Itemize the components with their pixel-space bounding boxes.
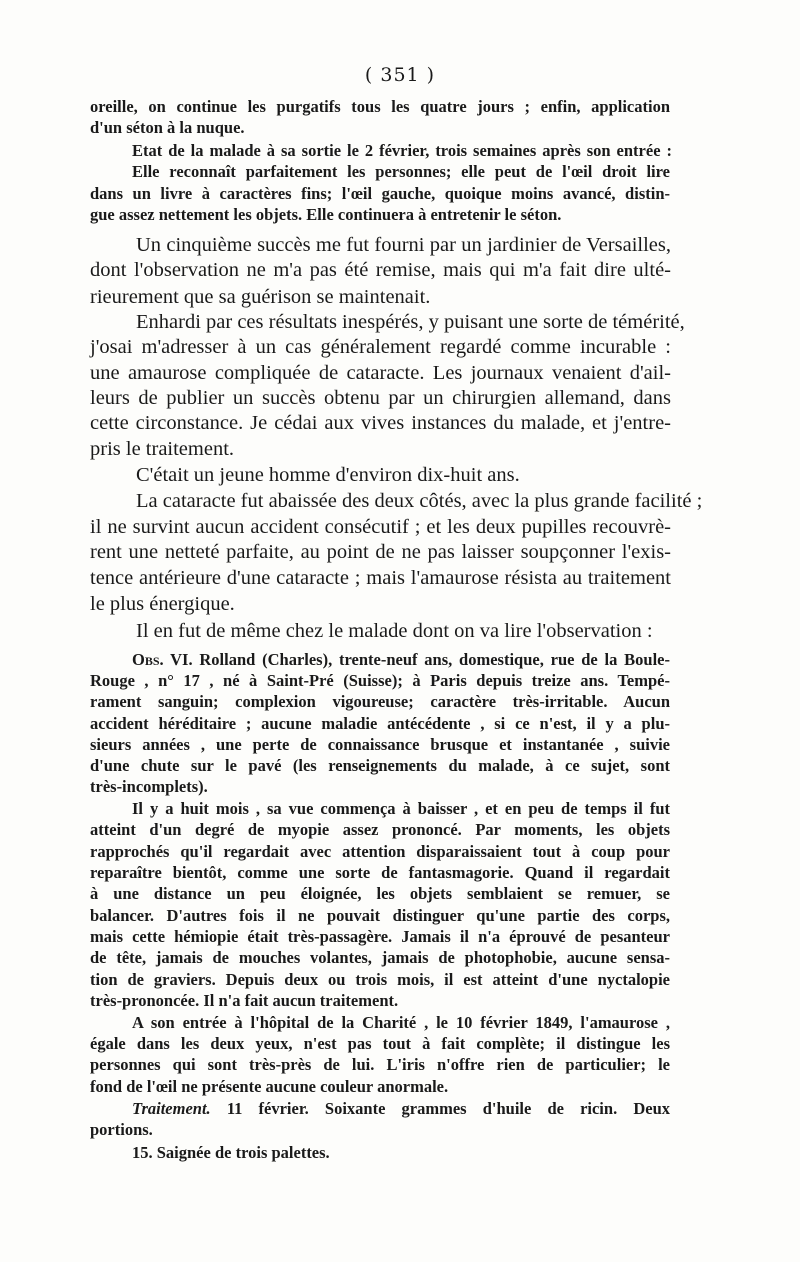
text-line: C'était un jeune homme d'environ dix-huit ans. xyxy=(136,464,520,486)
text-line: accident héréditaire ; aucune maladie antécédente , si ce n'est, il y a plu- xyxy=(90,714,670,733)
observation-heading-line xyxy=(132,650,670,670)
text-line: Elle reconnaît parfaitement les personnes; elle peut de l'œil droit lire xyxy=(132,162,670,181)
text-line: j'osai m'adresser à un cas généralement regardé comme incurable : xyxy=(90,336,671,358)
text-line: pris le traitement. xyxy=(90,438,235,460)
page-number: ( 351 ) xyxy=(364,64,436,86)
text-line: Il en fut de même chez le malade dont on va lire l'observation : xyxy=(136,620,653,642)
treatment-line xyxy=(132,1099,670,1119)
observation-label: Obs. VI. xyxy=(132,650,193,669)
text-line: cette circonstance. Je cédai aux vives instances du malade, et j'entre- xyxy=(90,412,671,434)
text-line: oreille, on continue les purgatifs tous les quatre jours ; enfin, application xyxy=(90,97,670,116)
text-line: La cataracte fut abaissée des deux côtés, avec la plus grande facilité ; xyxy=(136,490,703,512)
text-line: 15. Saignée de trois palettes. xyxy=(132,1143,330,1162)
text-line: atteint d'un degré de myopie assez prononcé. Par moments, les objets xyxy=(90,820,670,839)
text-line: gue assez nettement les objets. Elle continuera à entretenir le séton. xyxy=(90,205,562,224)
text-line: le plus énergique. xyxy=(90,593,235,615)
text-line: il ne survint aucun accident consécutif ; et les deux pupilles recouvrè- xyxy=(90,516,671,538)
text-line: rieurement que sa guérison se maintenait. xyxy=(90,286,431,308)
text-line: Un cinquième succès me fut fourni par un jardinier de Versailles, xyxy=(136,234,671,256)
text-line: A son entrée à l'hôpital de la Charité , le 10 février 1849, l'amaurose , xyxy=(132,1013,670,1032)
text-line: rent une netteté parfaite, au point de ne pas laisser soupçonner l'exis- xyxy=(90,541,671,563)
text-line: dans un livre à caractères fins; l'œil gauche, quoique moins avancé, distin- xyxy=(90,184,670,203)
text-line: très-prononcée. Il n'a fait aucun traitement. xyxy=(90,991,399,1010)
treatment-label: Traitement. xyxy=(132,1099,211,1118)
text-line: reparaître bientôt, comme une sorte de fantasmagorie. Quand il regardait xyxy=(90,863,670,882)
text-line: Il y a huit mois , sa vue commença à baisser , et en peu de temps il fut xyxy=(132,799,670,818)
text-line: rapprochés qu'il regardait avec attention disparaissaient tout à coup pour xyxy=(90,842,670,861)
text-line: leurs de publier un succès obtenu par un chirurgien allemand, dans xyxy=(90,387,671,409)
text-line: dont l'observation ne m'a pas été remise, mais qui m'a fait dire ulté- xyxy=(90,259,671,281)
text-line: une amaurose compliquée de cataracte. Les journaux venaient d'ail- xyxy=(90,362,671,384)
text-line: sieurs années , une perte de connaissance brusque et instantanée , suivie xyxy=(90,735,670,754)
text-line: Rouge , n° 17 , né à Saint-Pré (Suisse); à Paris depuis treize ans. Tempé- xyxy=(90,671,670,690)
text-line: Rolland (Charles), trente-neuf ans, domestique, rue de la Boule- xyxy=(192,650,670,669)
text-line: d'un séton à la nuque. xyxy=(90,118,245,137)
text-line: personnes qui sont très-près de lui. L'iris n'offre rien de particulier; le xyxy=(90,1055,670,1074)
text-line: égale dans les deux yeux, n'est pas tout à fait complète; il distingue les xyxy=(90,1034,670,1053)
text-line: Enhardi par ces résultats inespérés, y puisant une sorte de témérité, xyxy=(136,311,685,333)
text-line: balancer. D'autres fois il ne pouvait distinguer qu'une partie des corps, xyxy=(90,906,670,925)
text-line: 11 février. Soixante grammes d'huile de ricin. Deux xyxy=(210,1099,670,1118)
text-line: fond de l'œil ne présente aucune couleur anormale. xyxy=(90,1077,449,1096)
text-line: portions. xyxy=(90,1120,153,1139)
text-line: très-incomplets). xyxy=(90,777,208,796)
text-line: Etat de la malade à sa sortie le 2 février, trois semaines après son entrée : xyxy=(132,141,672,160)
text-line: d'une chute sur le pavé (les renseignements du malade, à ce sujet, sont xyxy=(90,756,670,775)
text-line: mais cette hémiopie était très-passagère. Jamais il n'a éprouvé de pesanteur xyxy=(90,927,670,946)
text-line: tion de graviers. Depuis deux ou trois mois, il est atteint d'une nyctalopie xyxy=(90,970,670,989)
text-line: rament sanguin; complexion vigoureuse; caractère très-irritable. Aucun xyxy=(90,692,670,711)
text-line: tence antérieure d'une cataracte ; mais l'amaurose résista au traitement xyxy=(90,567,671,589)
text-line: à une distance un peu éloignée, les objets semblaient se remuer, se xyxy=(90,884,670,903)
text-line: de tête, jamais de mouches volantes, jamais de photophobie, aucune sensa- xyxy=(90,948,670,967)
